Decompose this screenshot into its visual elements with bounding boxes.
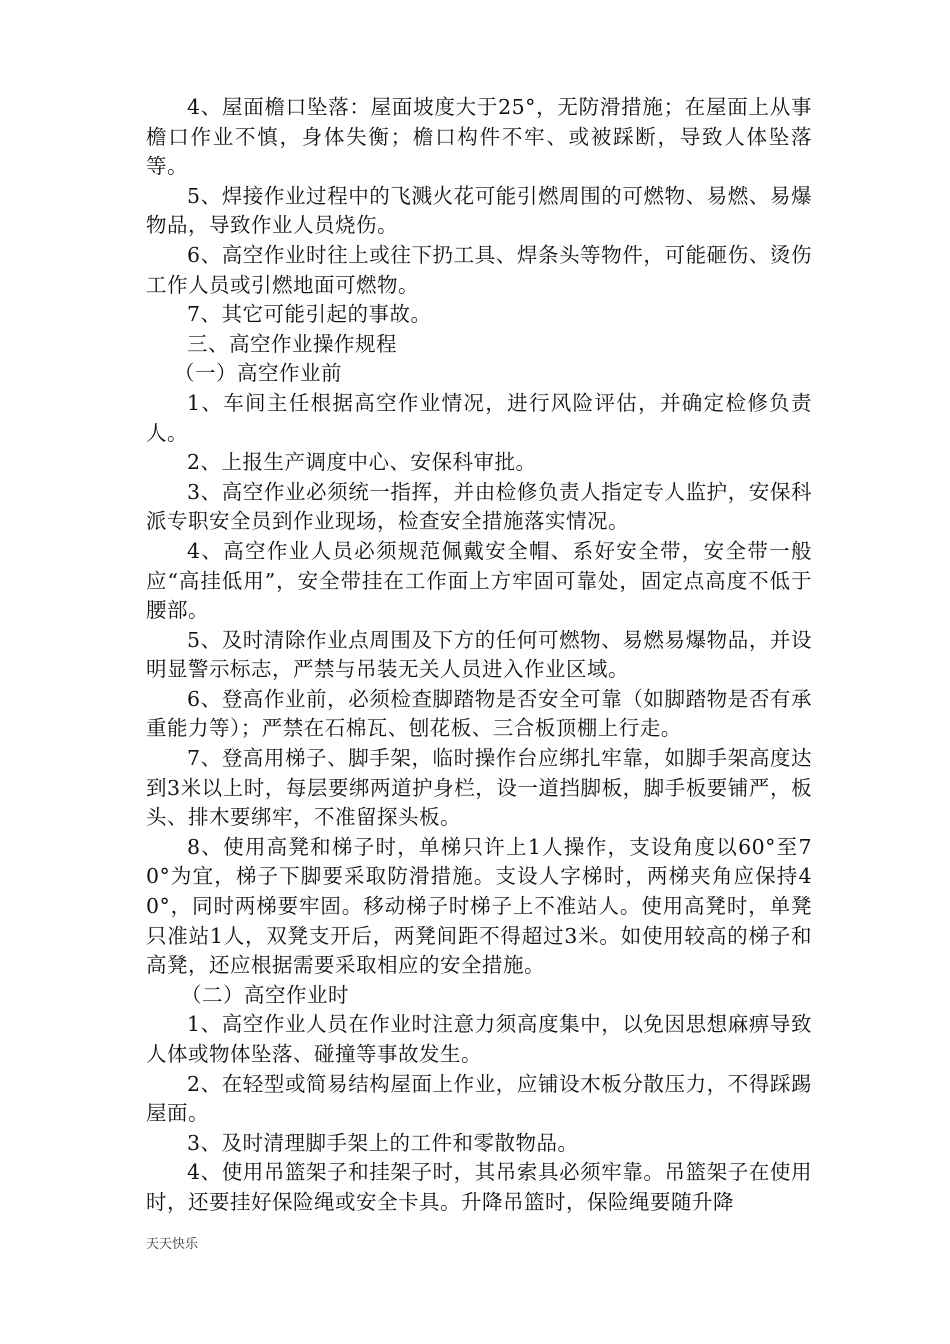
paragraph-item-4-eave-fall: 4、屋面檐口坠落：屋面坡度大于25°，无防滑措施；在屋面上从事檐口作业不慎，身体失衡；檐口构件不牢、或被踩断，导致人体坠落等。 [146,95,812,179]
paragraph-during-3: 3、及时清理脚手架上的工件和零散物品。 [187,1130,579,1155]
paragraph-before-1: 1、车间主任根据高空作业情况，进行风险评估，并确定检修负责人。 [146,390,812,445]
document-body [146,93,812,1218]
paragraph-during-2: 2、在轻型或简易结构屋面上作业，应铺设木板分散压力，不得踩踢屋面。 [146,1071,812,1126]
paragraph-item-6-throwing-tools: 6、高空作业时往上或往下扔工具、焊条头等物件，可能砸伤、烫伤工作人员或引燃地面可燃物。 [146,242,812,297]
paragraph-before-3: 3、高空作业必须统一指挥，并由检修负责人指定专人监护，安保科派专职安全员到作业现场，检查安全措施落实情况。 [146,479,812,534]
paragraph-before-6: 6、登高作业前，必须检查脚踏物是否安全可靠（如脚踏物是否有承重能力等）；严禁在石棉瓦、刨花板、三合板顶棚上行走。 [146,686,812,741]
paragraph-before-8: 8、使用高凳和梯子时，单梯只许上1人操作，支设角度以60°至70°为宜，梯子下脚要采取防滑措施。支设人字梯时，两梯夹角应保持40°，同时两梯要牢固。移动梯子时梯子上不准站人。使用高凳时，单凳只准站1人，双凳支开后，两凳间距不得超过3米。如使用较高的梯子和高凳，还应根据需要采取相应的安全措施。 [146,834,812,978]
subsection-heading-during-work: （二）高空作业时 [181,982,349,1007]
paragraph-item-7-other-accidents: 7、其它可能引起的事故。 [187,302,432,327]
paragraph-before-4: 4、高空作业人员必须规范佩戴安全帽、系好安全带，安全带一般应“高挂低用”，安全带挂在工作面上方牢固可靠处，固定点高度不低于腰部。 [146,538,812,623]
paragraph-during-1: 1、高空作业人员在作业时注意力须高度集中，以免因思想麻痹导致人体或物体坠落、碰撞等事故发生。 [146,1012,812,1066]
paragraph-during-4: 4、使用吊篮架子和挂架子时，其吊索具必须牢靠。吊篮架子在使用时，还要挂好保险绳或安全卡具。升降吊篮时，保险绳要随升降 [146,1160,812,1214]
subsection-heading-before-work: （一）高空作业前 [174,361,342,386]
paragraph-before-2: 2、上报生产调度中心、安保科审批。 [187,450,537,475]
section-heading-procedures: 三、高空作业操作规程 [187,331,397,356]
page-footer: 天天快乐 [146,1237,199,1252]
paragraph-before-7: 7、登高用梯子、脚手架，临时操作台应绑扎牢靠，如脚手架高度达到3米以上时，每层要绑两道护身栏，设一道挡脚板，脚手板要铺严，板头、排木要绑牢，不准留探头板。 [146,746,812,830]
paragraph-item-5-welding-sparks: 5、焊接作业过程中的飞溅火花可能引燃周围的可燃物、易燃、易爆物品，导致作业人员烧伤。 [146,183,812,238]
paragraph-before-5: 5、及时清除作业点周围及下方的任何可燃物、易燃易爆物品，并设明显警示标志，严禁与吊装无关人员进入作业区域。 [146,627,812,682]
